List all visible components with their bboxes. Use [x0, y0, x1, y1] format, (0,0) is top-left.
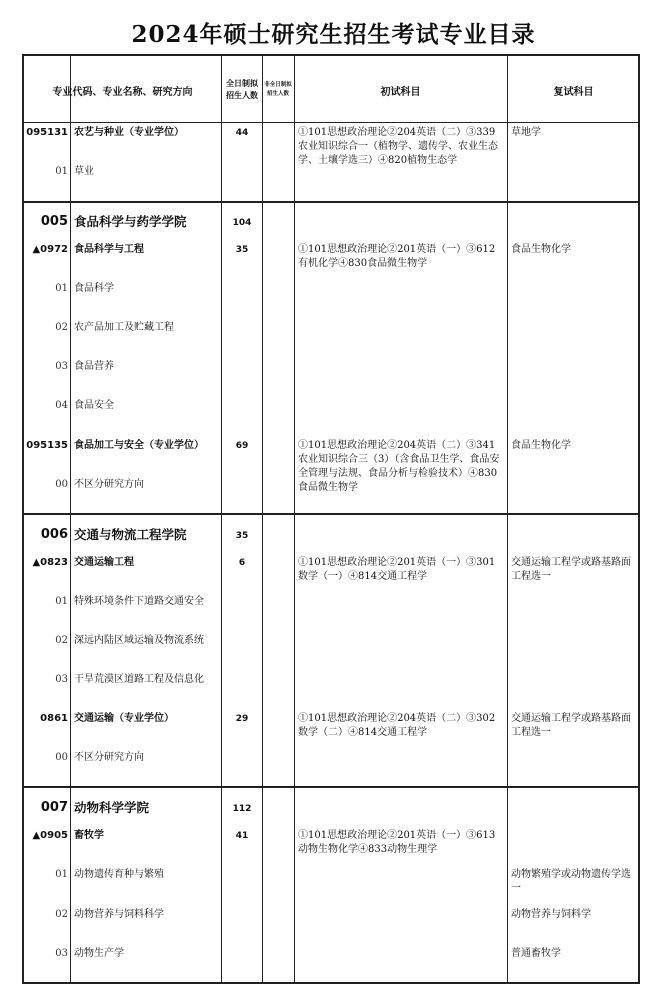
initial-exam-subjects: ①101思想政治理论②204英语（二）③341农业知识综合三（3）（含食品卫生学、食品安全管理与法规、食品分析与检验技术）④830食品微生物学	[298, 440, 500, 493]
direction-code: 03	[55, 674, 68, 685]
department-code: 007	[40, 800, 68, 815]
direction-name: 不区分研究方向	[74, 752, 144, 763]
fulltime-count: 112	[232, 804, 252, 814]
section-divider	[24, 513, 638, 515]
program-name: 食品加工与安全（专业学位）	[74, 440, 204, 451]
program-code: ▲0972	[32, 244, 68, 255]
direction-code: 01	[55, 283, 68, 294]
direction-name: 特殊环境条件下道路交通安全	[74, 596, 204, 607]
fulltime-count: 29	[235, 714, 249, 724]
direction-code: 04	[55, 400, 68, 411]
program-name: 畜牧学	[74, 830, 104, 841]
direction-code: 03	[55, 948, 68, 959]
program-code: 0861	[40, 713, 68, 724]
direction-name: 食品安全	[74, 400, 114, 411]
retest-subjects: 食品生物化学	[511, 440, 571, 451]
direction-name: 动物生产学	[74, 948, 124, 959]
retest-subjects: 动物繁殖学或动物遗传学选一	[511, 869, 631, 894]
direction-code: 01	[55, 596, 68, 607]
program-name: 食品科学与工程	[74, 244, 144, 255]
fulltime-count: 104	[232, 218, 252, 228]
retest-subjects: 普通畜牧学	[511, 948, 561, 959]
fulltime-count: 44	[235, 128, 249, 138]
department-name: 动物科学学院	[74, 800, 150, 815]
department-code: 005	[40, 214, 68, 229]
program-code: 095135	[26, 440, 68, 451]
program-code: 095131	[26, 127, 68, 138]
direction-code: 01	[55, 166, 68, 177]
initial-exam-subjects: ①101思想政治理论②201英语（一）③612有机化学④830食品微生物学	[298, 244, 496, 269]
direction-name: 深远内陆区域运输及物流系统	[74, 635, 204, 646]
header-fulltime: 全日制拟招生人数	[226, 79, 258, 100]
direction-code: 00	[55, 752, 68, 763]
initial-exam-subjects: ①101思想政治理论②204英语（二）③302数学（二）④814交通工程学	[298, 713, 496, 738]
retest-subjects: 交通运输工程学或路基路面工程选一	[511, 713, 631, 738]
program-name: 交通运输（专业学位）	[74, 713, 174, 724]
section-divider	[24, 786, 638, 788]
header-program: 专业代码、专业名称、研究方向	[52, 86, 193, 98]
retest-subjects: 交通运输工程学或路基路面工程选一	[511, 557, 631, 582]
program-name: 交通运输工程	[74, 557, 134, 568]
direction-name: 食品营养	[74, 361, 114, 372]
direction-name: 农产品加工及贮藏工程	[74, 322, 174, 333]
direction-code: 03	[55, 361, 68, 372]
header-initial-exam: 初试科目	[380, 86, 421, 98]
column-divider	[507, 56, 508, 982]
column-divider	[294, 56, 295, 982]
column-divider	[70, 56, 71, 982]
column-divider	[221, 56, 222, 982]
header-parttime: 非全日制拟招生人数	[264, 82, 292, 97]
initial-exam-subjects: ①101思想政治理论②201英语（一）③301数学（一）④814交通工程学	[298, 557, 496, 582]
fulltime-count: 41	[235, 831, 249, 841]
program-code: ▲0823	[32, 557, 68, 568]
department-name: 食品科学与药学学院	[74, 214, 187, 229]
initial-exam-subjects: ①101思想政治理论②201英语（一）③613动物生物化学④833动物生理学	[298, 830, 496, 855]
page-title: 2024年硕士研究生招生考试专业目录	[131, 21, 536, 48]
fulltime-count: 35	[235, 245, 249, 255]
department-name: 交通与物流工程学院	[74, 527, 187, 542]
direction-code: 02	[55, 322, 68, 333]
initial-exam-subjects: ①101思想政治理论②204英语（二）③339农业知识综合一（植物学、遗传学、农业生态学、土壤学选三）④820植物生态学	[298, 127, 498, 166]
header-retest: 复试科目	[553, 86, 594, 98]
direction-name: 草业	[74, 166, 94, 177]
section-divider	[24, 201, 638, 203]
direction-name: 动物遗传育种与繁殖	[74, 869, 164, 880]
direction-name: 干旱荒漠区道路工程及信息化	[74, 674, 204, 685]
fulltime-count: 69	[235, 441, 249, 451]
direction-name: 食品科学	[74, 283, 114, 294]
direction-code: 02	[55, 635, 68, 646]
fulltime-count: 35	[235, 531, 249, 541]
direction-code: 02	[55, 909, 68, 920]
program-catalog-table	[22, 54, 640, 984]
program-code: ▲0905	[32, 830, 68, 841]
direction-name: 不区分研究方向	[74, 479, 144, 490]
retest-subjects: 食品生物化学	[511, 244, 571, 255]
program-name: 农艺与种业（专业学位）	[74, 127, 184, 138]
fulltime-count: 6	[238, 558, 246, 568]
direction-name: 动物营养与饲料科学	[74, 909, 164, 920]
retest-subjects: 草地学	[511, 127, 541, 138]
direction-code: 01	[55, 869, 68, 880]
retest-subjects: 动物营养与饲料学	[511, 909, 591, 920]
department-code: 006	[40, 527, 68, 542]
column-divider	[262, 56, 263, 982]
direction-code: 00	[55, 479, 68, 490]
